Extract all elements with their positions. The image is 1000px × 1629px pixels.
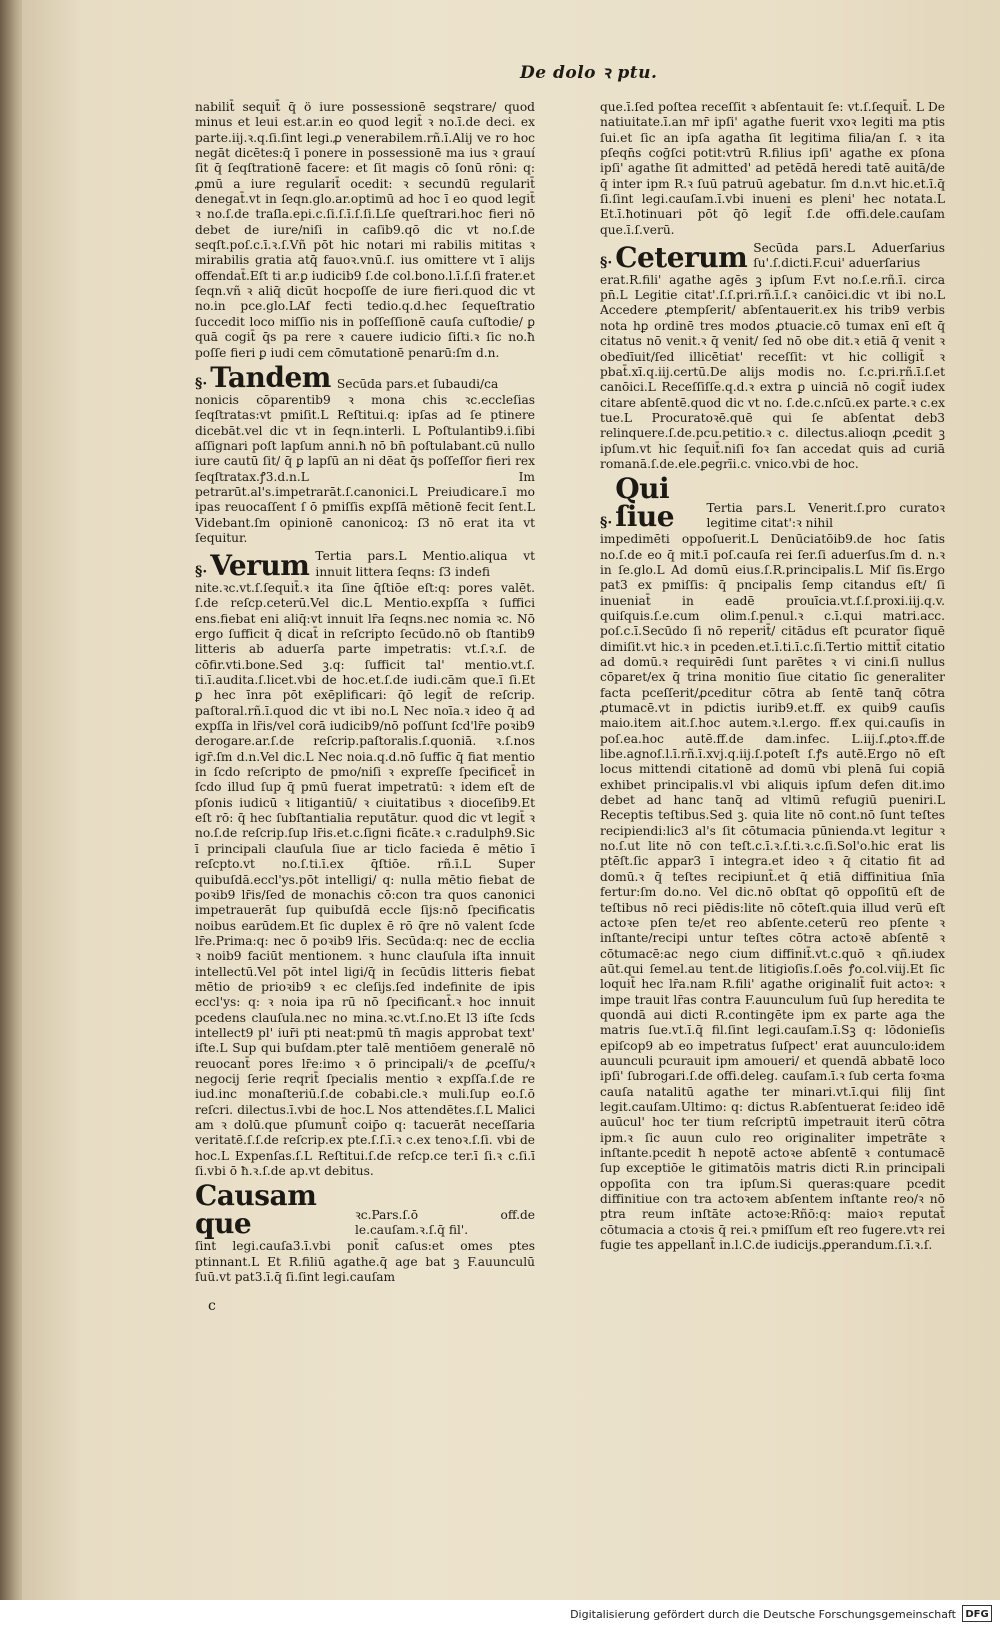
rubric-word: Ceterum <box>615 240 748 274</box>
rubric-lead: ꝛc.Pars.ſ.ō off.de le.cauſam.ꝛ.ſ.q̄ fil'. <box>355 1207 535 1238</box>
rubric-qui-siue <box>600 472 945 534</box>
left-para-1: nabilit̄ sequit̄ q̄ ö iure possessionē seqstrare/ quod minus et leui est.ar.in eo quod legit̄ ꝛ no.ī.de deci. ex parte.iij.ꝛ.q.ſi.ſint legi.ꝓ venerabilem.rñ.ī.Alij ve ro hoc negāt dicētes:q̄ ī ponere in possessionē ma ius ꝛ grauí ſit q̄ ſeqſtrationē facere: et ſit magis cō ſonū rōni: q: ꝓmū a iure regularit̄ ocedit: ꝛ secundū regularit̄ denegat̄.vt in ſeqn.glo.ar.optimū ad hoc ī eo quod legit̄ ꝛ no.ſ.de traſla.epi.c.ſi.ſ.ī.ſ.ſi.Lſe queſtrari.hoc fieri nō debet de iure/niſi in caſib9.qō dic vt no.ſ.de seqſt.poſ.c.ī.ꝛ.ſ.Vñ pōt hic notari mi rabilis mititas ꝛ mirabilis gratia atq̄ fauoꝛ.vnū.ſ. ius omittere vt ī alijs offendat̄.Eſt ti ar.ꝑ iudicib9 ſ.de col.bono.l.ī.ſ.ſi frater.et ſeqn.vñ ꝛ aliq̄ dicūt hocpoſſe de iure fieri.quod dic vt no.in pce.glo.LAf fecti tedio.q.d.hec ſequeſtratio ſuccedit loco miſſio nis in poſſeſſionē cauſa cuſtodie/ ꝑ quā cogit̄ q̄s pa rere ꝛ cauere iudicio ſiſti.ꝛ ſic no.ħ poſſe fieri ꝑ iudi cem cōmutationē penarū:ſm d.n. <box>195 100 535 360</box>
running-head: De dolo ꝛ ptu. <box>520 63 658 83</box>
right-para-3: impedimēti oppoſuerit.L Denūciatōib9.de hoc ſatis no.ſ.de eo q̄ mit.ī poſ.cauſa rei ſer.ſi aduerſus.ſm d. n.ꝛ in ſe.glo.L Ad domū eius.ſ.R.principalis.L Miſ ſis.Ergo pat3 ex pmiſſis: q̄ pncipalis ſemp citandus eſt/ ſi inueniat̄ in eadē prouīcia.vt.ſ.ſ.proxi.iij.q.v. quiſquis.ſ.e.cum olim.ſ.penul.ꝛ c.ī.qui matri.acc. poſ.c.ī.Secūdo ſi nō reperit̄/ citādus eſt pcurator ſiquē dimiſit.vt hic.ꝛ in pceden.et.ī.ti.ī.c.ſi.Tertio mittit̄ citatio ad domū.ꝛ requirēdi ſunt parētes ꝛ vi cini.ſi nullus cōparet/ex q̄ trina monitio ſiue citatio ſic generaliter facta pceſſerit/ꝓceditur cōtra ab ſentē tanq̄ cōtra ꝓtumacē.vt in pdictis iurib9.et.ff. ex quib9 cauſis maio.item ait.ſ.hoc autem.ꝛ.l.ergo. ff.ex qui.cauſis in poſ.ea.hoc autē.ff.de dam.infec. L.iij.ſ.ꝓtoꝛ.ff.de libe.agnoſ.l.ī.rñ.ī.xvj.q.iij.ſ.poteſt ſ.ꝭs autē.Ergo nō eſt locus mittendi citationē ad domū vbi plenā ſui copiā exhibet principalis.vl vbi aliquis ipſum defen dit.imo debet ad hanc tanq̄ ad vltimū refugiū pueniri.L Receptis teſtibus.Sed ꝫ. quia lite nō cont.nō ſunt teſtes recipiendi:lic3 al's ſit cōtumacia pūnienda.vt legitur ꝛ no.ſ.ut lite nō con teſt.c.ī.ꝛ.ſ.ti.ꝛ.c.ſi.Sol'o.hic erat lis ptēſt.ſic appar3 ī integra.et ideo ꝛ q̄ citatio fit ad domū.ꝛ q̄ teſtes recipiunt̄.et q̄ etiā diffinitiua ſnīa fertur:ſm do.no. Vel dic.nō obſtat qō oppoſitū eſt de teſtibus nō reci piēdis:lite nō cōteſt.quia illud verū eſt actoꝛe pſen te/et reo abſente.ceterū reo pſente ꝛ inſtante/recipi untur teſtes cōtra actoꝛē abſentē ꝛ cōtumacē:ac nego cium diffinit̄.vt.c.quō ꝛ qñ.iudex aūt.qui ſemel.au tent.de litigioſis.ſ.oēs ꝭo.col.viij.Et ſic loquit̄ hec lr̄a.nam R.fili' agathe originalit̄ fuit actoꝛ: ꝛ impe trauit lr̄as contra F.auunculum ſuū ſup heredita te quondā aui dicti R.contingēte ipm ex parte aga the matris ſue.vt.ī.q̄ fil.ſint legi.cauſam.ī.Sꝫ q: lōdonieſis epiſcop9 ab eo impetratus ſuſpect' erat auunculo:idem auunculi pcurauit ipm amoueri/ et quendā abbatē loco ipſi' ſubrogari.ſ.de offi.deleg. cauſam.ī.ꝛ ſub certa foꝛma cauſa natalitū agathe ter minari.vt.ī.qui filij ſint legit.cauſam.Ultimo: q: dictus R.abſentuerat ſe:ideo idē auūcul' hoc ter tium reſcriptū impetrauit iterū cōtra ipm.ꝛ ſic auun culo reo originaliter impetrāte ꝛ inſtante.pcedit ħ nepotē actoꝛe abſentē ꝛ contumacē ſup exceptiōe le gitimatōis matris dicti R.in principali oppoſita con tra ipſum.Si queras:quare pcedit diffinitiue con tra actoꝛem abſentem inſtante reo/ꝛ nō ptra reum inſtāte actoꝛe:Rñō:q: maioꝛ reputat̄ cōtumacia a ctoꝛis q̄ rei.ꝛ pmiſſum eſt reo fugere.vtꝛ rei fugie tes appellant̄ in.l.C.de iudicijs.ꝓperandum.ſ.ī.ꝛ.ſ. <box>600 532 945 1253</box>
paragraph-mark-icon: §· <box>600 514 613 531</box>
left-column <box>195 100 535 1285</box>
paragraph-mark-icon: §· <box>195 563 208 580</box>
rubric-word: Tandem <box>210 360 331 394</box>
rubric-lead: Tertia pars.L Mentio.aliqua vt innuit littera ſeqns: ſ3 indefi <box>315 549 535 579</box>
rubric-lead: Secūda pars.et ſubaudi/ca <box>336 376 499 391</box>
rubric-verum <box>195 549 535 580</box>
paragraph-mark-icon: §· <box>600 255 613 272</box>
right-column <box>600 100 945 1253</box>
rubric-tandem <box>195 360 535 394</box>
rubric-word: Causam que <box>195 1179 317 1241</box>
left-para-3: nite.ꝛc.vt.ſ.ſequit̄.ꝛ ita ſine q̄ſtiōe eſt:q: pores valēt. ſ.de reſcp.ceterū.Vel dic.L Mentio.expſſa ꝛ ſuffici ens.fiebat eni aliq̄:vt innuit lr̄a ſeqns.nec nomia ꝛc. Nō ergo ſufficit q̄ dicat̄ in reſcripto ſecūdo.nō ob ſtantib9 litteris ab aduerſa parte impetratis: vt.ſ.ꝛ.ſ. de cōfir.vti.bone.Sed ꝫ.q: ſufficit tal' mentio.vt.ſ. ti.ī.audita.ſ.licet.vbi de hoc.et.ſ.de iudi.cām que.ī ſi.Et ꝑ hec īnra pōt exēplificari: q̄ō legit̄ de reſcrip. paſtoral.rñ.ī.quod dic vt ibi no.L Nec noīa.ꝛ ideo q̄ ad expſſa in lr̄is/vel corā iudicib9/nō poſſunt ſcd'lr̄e poꝛib9 derogare.ar.ſ.de reſcrip.paſtoralis.ſ.quoniā. ꝛ.ſ.nos igr̄.ſm d.n.Vel dic.L Nec noia.q.d.nō ſuffic q̄ fiat mentio in ſcdo reſcripto de pmo/niſi ꝛ expreſſe ſpecificet̄ in ſcdo illud ſup q̄ pmū fuerat impetratū: ꝛ idem eſt de pſonis iudicū ꝛ litigantiū/ ꝛ ciuitatibus ꝛ dioceſib9.Et eſt rō: q̄ hec ſubſtantialia reputātur. quod dic vt legit̄ ꝛ no.ſ.de reſcrip.ſup lr̄is.et.c.ſigni ficāte.ꝛ c.radulph9.Sic ī principali clauſula ſiue ar ticlo facieda ē mētio ī reſcpto.vt no.ſ.ti.ī.ex q̄ſtiōe. rñ.ī.L Super quibuſdā.eccl'ys.pōt intelligi/ q: nulla mētio fiebat de poꝛib9 lr̄is/ſed de monachis cō:con tra quos canonici impetrauerāt ſup quibuſdā eccle ſijs:nō ſpecificatis noibus earūdem.Et ſic duplex ē rō q̄re nō valent ſcde lr̄e.Prima:q: nec ō poꝛib9 lr̄is. Secūda:q: nec de ecclia ꝛ noib9 faciūt mentionem. ꝛ hunc clauſula iſta innuit intellectū.Vel pōt intel ligi/q̄ in ſecūdis litteris fiebat mētio de prioꝛib9 ꝛ ec cleſijs.ſed indefinite de ipis eccl'ys: q: ꝛ noia ipa rū nō ſpecificant̄.ꝛ hoc innuit pcedens clauſula.nec no mina.ꝛc.vt.ſ.no.Et l3 iſte ſcds intellect9 pl' iur̄i pti neat:pmū tn̄ magis approbat text' iſte.L Sup qui buſdam.pter talē mentiōem generalē nō reuocant̄ pores lr̄e:imo ꝛ ō principali/ꝛ de ꝓceſſu/ꝛ negocij ſerie reqrit̄ ſpecialis mentio ꝛ expſſa.ſ.de re iud.inc monaſteriū.ſ.de cobabi.cle.ꝛ muli.ſup eo.ſ.ō reſcri. dilectus.ī.vbi de hoc.L Nos attendētes.ſ.L Malici am ꝛ dolū.que pſumunt̄ coip̄o q: tacuerāt neceſſaria veritatē.ſ.ſ.de reſcrip.ex pte.ſ.ſ.ī.ꝛ c.ex tenoꝛ.ſ.ſi. vbi de hoc.L Expenſas.ſ.L Reſtitui.ſ.de reſcp.ce ter.ī ſi.ꝛ c.ſi.ī ſi.vbi ō ħ.ꝛ.ſ.de ap.vt debitus. <box>195 580 535 1179</box>
footer-credit: Digitalisierung gefördert durch die Deutsche Forschungsgemeinschaft <box>570 1608 956 1621</box>
rubric-word: Qui ſiue <box>615 472 675 534</box>
rubric-word: Verum <box>210 548 310 582</box>
left-para-4: ſint legi.cauſa3.ī.vbi ponit̄ caſus:et omes ptes ptinnant.L Et R.filiū agathe.q̄ age bat ꝫ F.auunculū ſuū.vt pat3.ī.q̄ ſi.ſint legi.cauſam <box>195 1239 535 1285</box>
signature-mark: c <box>208 1298 216 1314</box>
dfg-logo: DFG <box>962 1605 992 1622</box>
right-para-1: que.ī.ſed poſtea receſſit ꝛ abſentauit ſe: vt.ſ.ſequit̄. L De natiuitate.ī.an mr̄ ipſi' agathe fuerit vxoꝛ legiti ma ptis ſui.et ſic an ipſa agatha ſit legitima filia/an ſ. ꝛ ita pſeqn̄s coḡſci potit:vtrū R.filius ipſi' agathe ex pſona ipſi' agathe ſit admitted' ad petēdā heredi tatē auitā/de q̄ inter ipm R.ꝛ ſuū patruū agebatur. ſm d.n.vt hic.et.ī.q̄ ſi.ſint legi.cauſam.ī.vbi inueni es pleni' hec notata.L Et.ī.ħotinuari pōt q̄ō legit̄ ſ.de offi.dele.cauſam que.ī.ſ.verū. <box>600 100 945 237</box>
rubric-lead: Secūda pars.L Aduerſarius ſu'.ſ.dicti.F.cui' aduerſarius <box>753 241 945 271</box>
left-para-2: nonicis cōparentib9 ꝛ mona chis ꝛc.eccleſias ſeqſtratas:vt pmiſit.L Reſtitui.q: ipſas ad ſe ptinere dicebāt.vel dic vt in ſeqn.interli. L Poſtulantib9.i.ſibi aſſignari poſt lapſum anni.ħ nō bn̄ poſtulabant.cū nullo iure cautū ſit/ q̄ ꝑ lapſū an ni dēat q̄s poſſeſſor fieri rex ſeqſtratax.ꝭ3.d.n.L Im petrarūt.al's.impetrarāt.ſ.canonici.L Preiudicare.ī mo ipas reuocaſſent ſ ō pmiſſis expſſā mētionē fecit ſent.L Videbant.ſm opinionē canonicoꝝ: ſ3 nō erat ita vt ſequitur. <box>195 392 535 545</box>
right-para-2: erat.R.fili' agathe agēs ꝫ ipſum F.vt no.ſ.e.rñ.ī. circa pn̄.L Legitie citat'.ſ.ſ.pri.rñ.ī.ſ.ꝛ canōici.dic vt ibi no.L Accedere ꝓtempſerit/ abſentauerit.ex his trib9 verbis nota hꝑ ordinē tres modos ꝓtuacie.cō tumax enī eſt q̄ citatus nō venit.ꝛ q̄ venit/ ſed nō obe dit.ꝛ etiā q̄ venit ꝛ obedīuit/ſed illicētiat' receſſit: vt hic colligit̄ ꝛ pbat̄.xī.q.iij.certū.De alijs modis no. ſ.c.pri.rñ.ī.ſ.et canōici.L Receſſiſſe.q.d.ꝛ extra ꝑ uinciā nō cogit̄ iudex citare abſentē.quod dic vt no. ſ.de.c.nſcū.ex parte.ꝛ c.ex tue.L Procuratoꝛē.quē qui ſe abſentat deb3 relinquere.ſ.de.pcu.petitio.ꝛ c. dilectus.alioqn ꝓcedit ꝫ ipſum.vt hic ſequit̄.niſi foꝛ ſan accedat quis ad curiā romanā.ſ.de.ele.ꝑegrīi.c. vnico.vbi de hoc. <box>600 272 945 471</box>
paragraph-mark-icon: §· <box>195 375 208 392</box>
footer-bar <box>0 1600 1000 1629</box>
rubric-lead: Tertia pars.L Venerit.ſ.pro curatoꝛ legitime citat':ꝛ nihil <box>706 500 945 530</box>
rubric-causam-que <box>195 1179 535 1241</box>
rubric-ceterum <box>600 241 945 272</box>
